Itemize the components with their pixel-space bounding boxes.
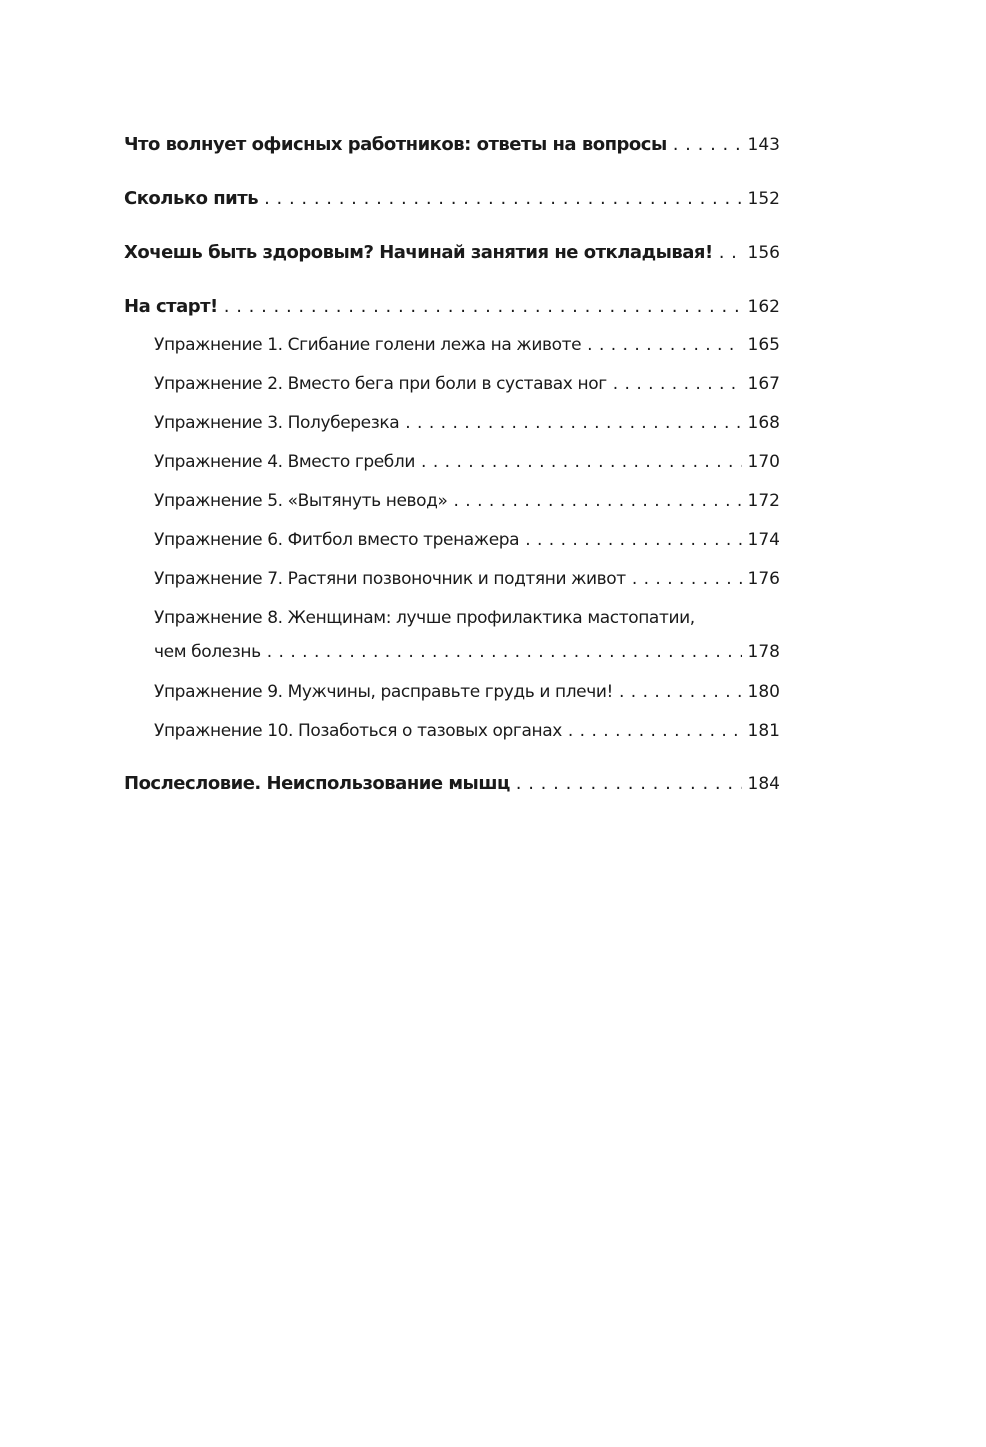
toc-section[interactable] <box>124 523 780 562</box>
toc-section-title: Упражнение 2. Вместо бега при боли в суставах ног <box>154 374 607 394</box>
toc-section-title: Упражнение 8. Женщинам: лучше профилактика мастопатии, <box>154 608 695 628</box>
toc-leader-dots <box>264 182 741 216</box>
toc-section[interactable] <box>124 445 780 484</box>
toc-section-title: Упражнение 9. Мужчины, расправьте грудь и плечи! <box>154 682 613 702</box>
toc-page-number: 172 <box>747 491 780 511</box>
toc-page-number: 181 <box>747 721 780 741</box>
toc-leader-dots <box>454 484 742 518</box>
toc-page-number: 170 <box>747 452 780 472</box>
toc-leader-dots <box>421 445 742 479</box>
toc-section-title: Упражнение 1. Сгибание голени лежа на животе <box>154 335 582 355</box>
toc-section-title-continued: чем болезнь <box>154 642 261 662</box>
toc-chapter-title: Что волнует офисных работников: ответы на вопросы <box>124 134 667 155</box>
toc-chapter[interactable] <box>124 767 780 821</box>
toc-section[interactable] <box>124 484 780 523</box>
toc-section-title: Упражнение 10. Позаботься о тазовых органах <box>154 721 562 741</box>
toc-section[interactable] <box>124 714 780 753</box>
toc-chapter-title: Сколько пить <box>124 188 259 209</box>
toc-leader-dots <box>619 675 742 709</box>
toc-chapter[interactable] <box>124 128 780 182</box>
toc-page-number: 167 <box>747 374 780 394</box>
toc-section-title: Упражнение 4. Вместо гребли <box>154 452 416 472</box>
toc-leader-dots <box>405 406 741 440</box>
toc-page-number: 174 <box>747 530 780 550</box>
toc-section[interactable] <box>124 328 780 367</box>
toc-section[interactable] <box>124 562 780 601</box>
toc-chapter-title: Послесловие. Неиспользование мышц <box>124 773 510 794</box>
toc-section[interactable] <box>124 406 780 445</box>
toc-section-title: Упражнение 7. Растяни позвоночник и подтяни живот <box>154 569 626 589</box>
toc-section[interactable] <box>124 367 780 406</box>
toc-leader-dots <box>613 367 742 401</box>
toc-page-number: 180 <box>747 682 780 702</box>
toc-page-number: 152 <box>747 189 780 209</box>
toc-leader-dots <box>673 128 742 162</box>
toc-page-number: 156 <box>747 243 780 263</box>
toc-leader-dots <box>587 328 741 362</box>
toc-leader-dots <box>224 290 742 324</box>
toc-leader-dots <box>568 714 742 748</box>
toc-section-title: Упражнение 5. «Вытянуть невод» <box>154 491 448 511</box>
toc-leader-dots <box>632 562 742 596</box>
toc-section[interactable] <box>124 601 780 675</box>
toc-section[interactable] <box>124 675 780 714</box>
toc-leader-dots <box>719 236 742 270</box>
toc-section-title: Упражнение 3. Полуберезка <box>154 413 400 433</box>
toc-chapter[interactable] <box>124 290 780 328</box>
toc-chapter[interactable] <box>124 236 780 290</box>
toc-page-number: 143 <box>747 135 780 155</box>
toc-page-number: 168 <box>747 413 780 433</box>
toc-chapter[interactable] <box>124 182 780 236</box>
toc-section-title: Упражнение 6. Фитбол вместо тренажера <box>154 530 520 550</box>
toc-page-number: 178 <box>747 642 780 662</box>
toc-page-number: 165 <box>747 335 780 355</box>
toc-page-number: 176 <box>747 569 780 589</box>
toc-chapter-title: Хочешь быть здоровым? Начинай занятия не откладывая! <box>124 242 713 263</box>
toc-leader-dots <box>516 767 742 801</box>
toc-page-number: 162 <box>747 297 780 317</box>
toc-page-number: 184 <box>747 774 780 794</box>
toc-chapter-title: На старт! <box>124 296 218 317</box>
toc-leader-dots <box>267 635 742 669</box>
toc-leader-dots <box>525 523 741 557</box>
table-of-contents <box>124 128 780 821</box>
